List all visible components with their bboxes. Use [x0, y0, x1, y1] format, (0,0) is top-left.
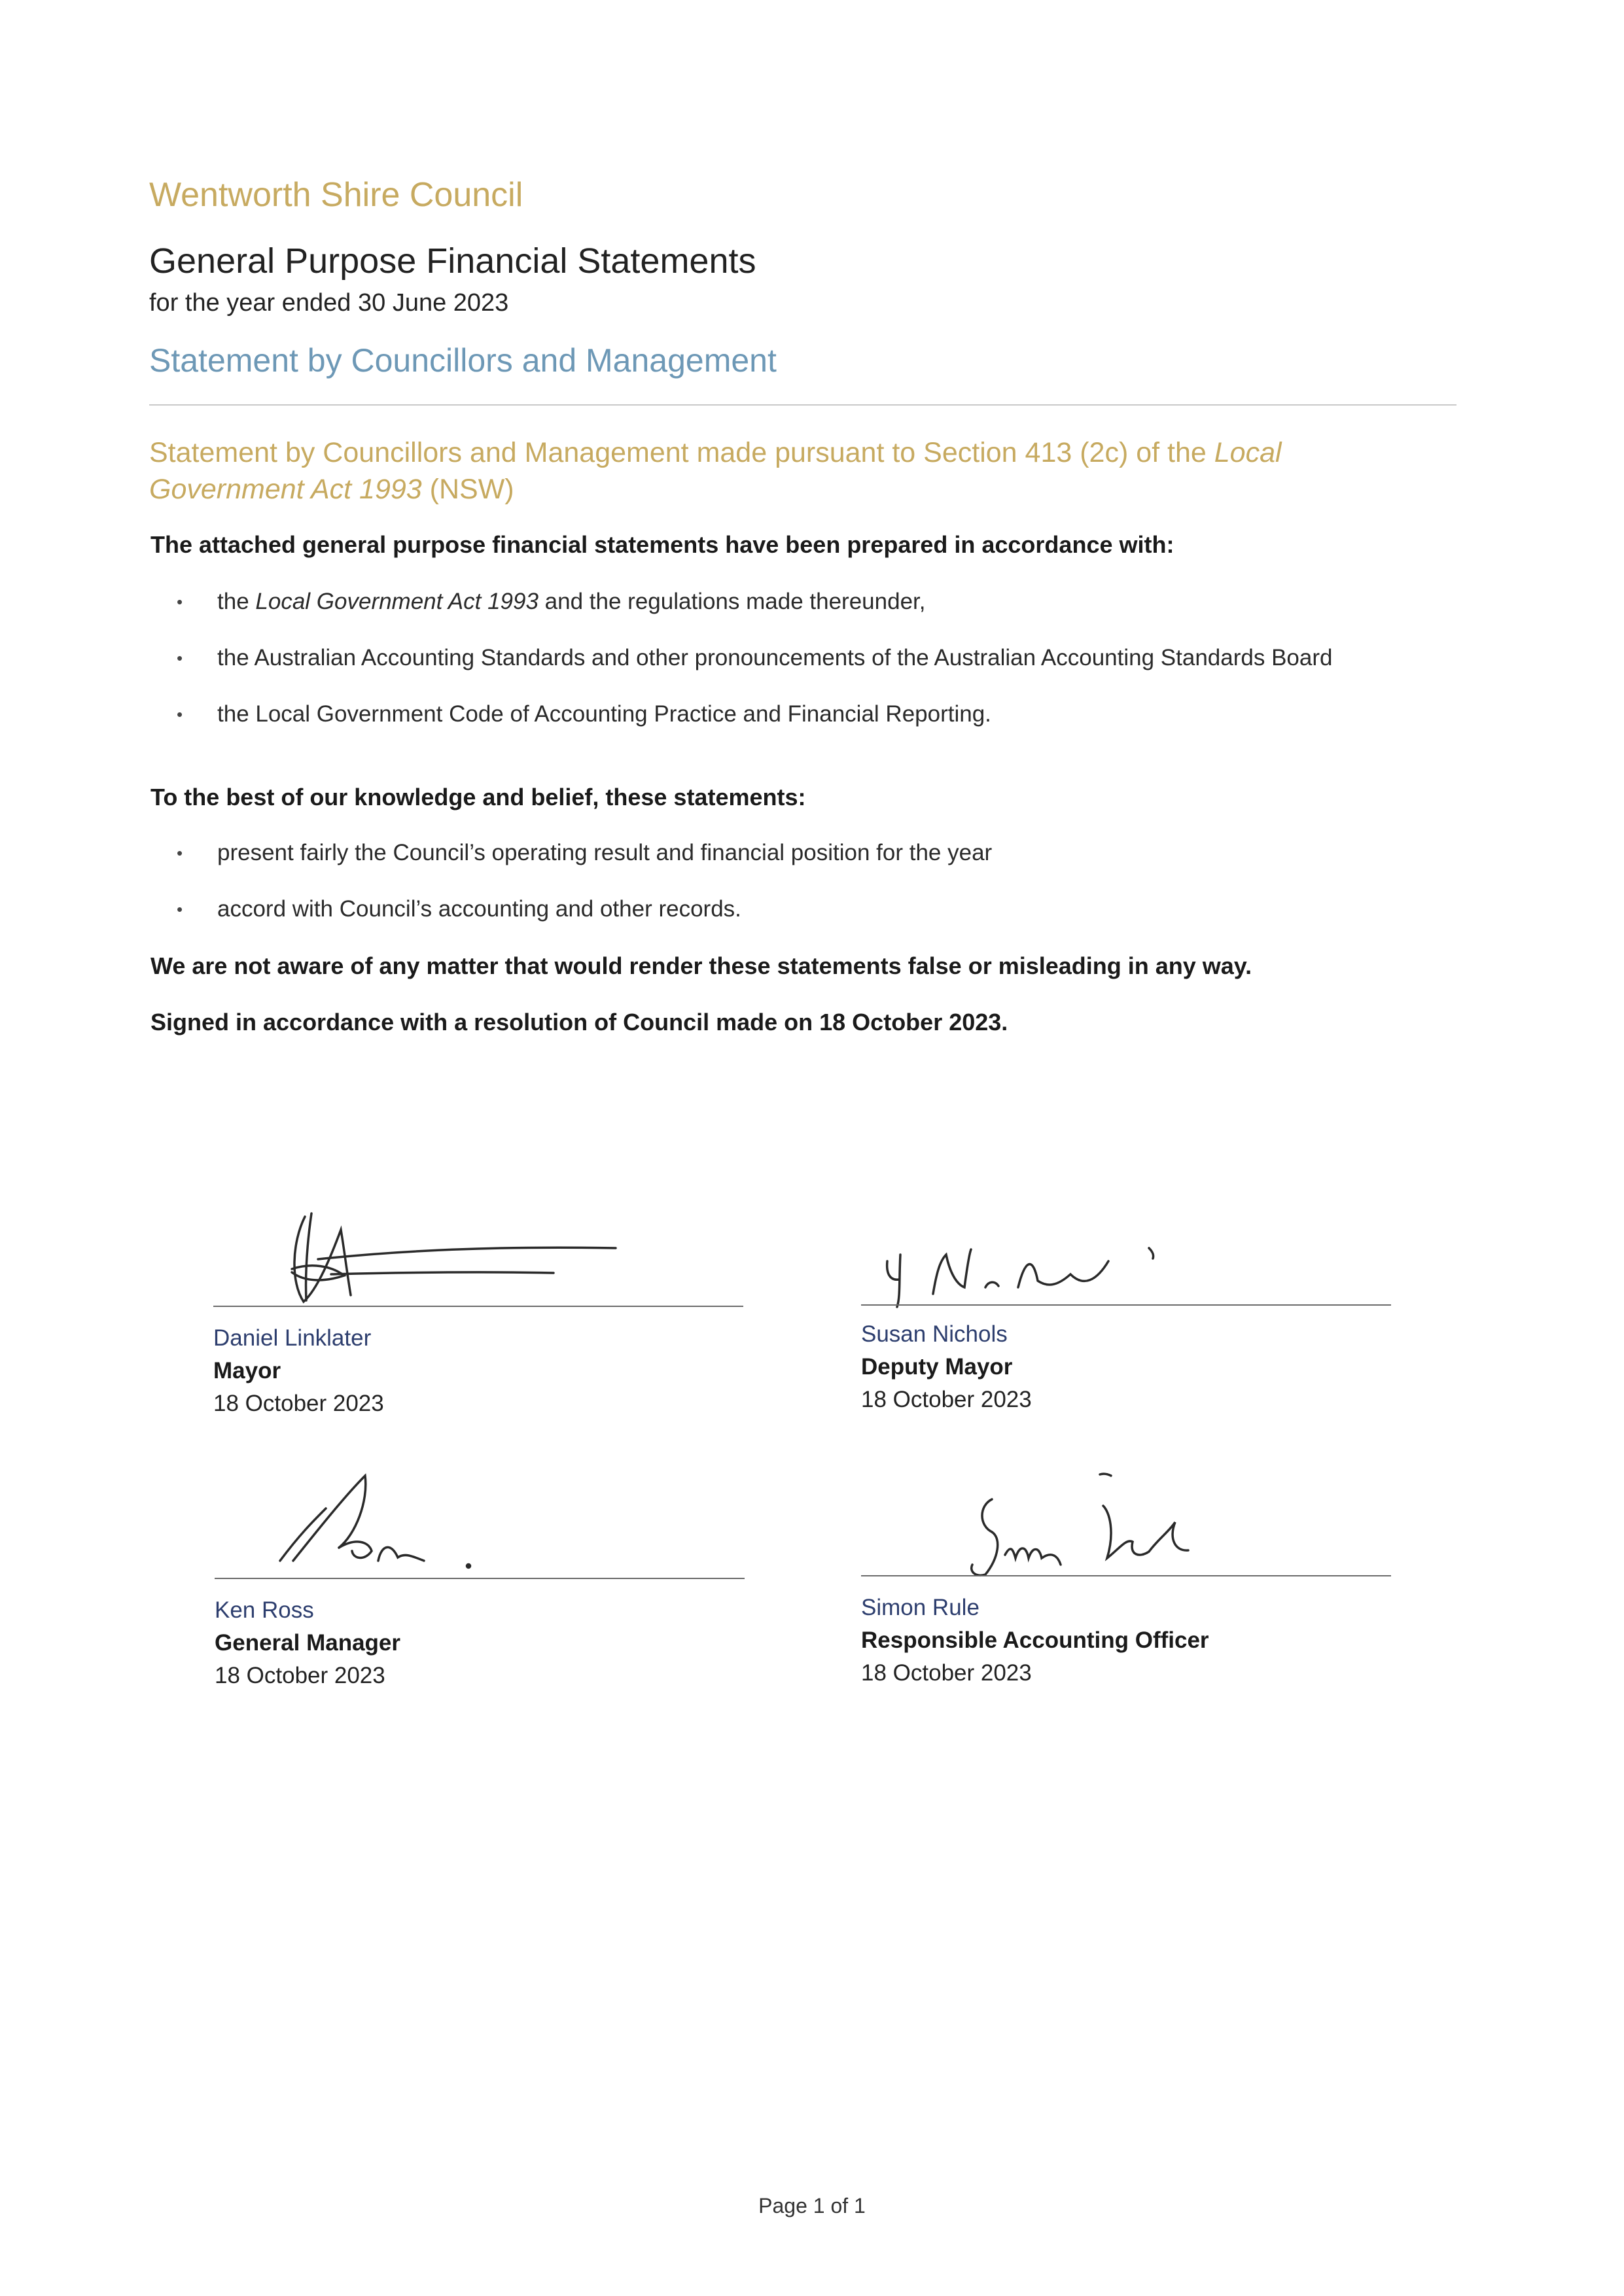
signature-line: [215, 1578, 745, 1579]
document-title: General Purpose Financial Statements: [149, 241, 756, 281]
signature-image: [213, 1191, 743, 1315]
signature-image: [861, 1460, 1391, 1584]
prepared-list: [177, 587, 1332, 756]
signatory-date: 18 October 2023: [861, 1387, 1032, 1412]
not-aware-statement: We are not aware of any matter that would render these statements false or misleading in any way.: [150, 952, 1252, 979]
item-act: Local Government Act 1993: [255, 589, 538, 614]
list-item: • the Local Government Code of Accounting Practice and Financial Reporting.: [177, 700, 1332, 756]
section-divider: [149, 404, 1456, 406]
pursuant-suffix: (NSW): [421, 474, 514, 505]
section-title: Statement by Councillors and Management: [149, 342, 777, 379]
signature-image: [861, 1189, 1391, 1313]
belief-lead: To the best of our knowledge and belief, these statements:: [150, 784, 806, 810]
signed-statement: Signed in accordance with a resolution of Council made on 18 October 2023.: [150, 1009, 1008, 1035]
signatory-role: Responsible Accounting Officer: [861, 1627, 1209, 1653]
list-item: • the Australian Accounting Standards and other pronouncements of the Australian Accounting Standards Board: [177, 644, 1332, 700]
signatory-role: Deputy Mayor: [861, 1354, 1013, 1380]
document-subtitle: for the year ended 30 June 2023: [149, 289, 509, 317]
list-item: [177, 587, 1332, 644]
signatory-date: 18 October 2023: [213, 1391, 384, 1416]
signatory-name: Ken Ross: [215, 1597, 314, 1623]
signature-line: [861, 1304, 1391, 1306]
item-prefix: the: [217, 589, 256, 614]
list-item: • present fairly the Council’s operating result and financial position for the year: [177, 839, 992, 895]
signatory-date: 18 October 2023: [215, 1663, 385, 1688]
prepared-lead: The attached general purpose financial statements have been prepared in accordance with:: [150, 531, 1174, 558]
signature-line: [861, 1575, 1391, 1576]
signatory-name: Susan Nichols: [861, 1321, 1008, 1347]
pursuant-heading: [149, 434, 1432, 508]
list-item: • accord with Council’s accounting and other records.: [177, 895, 992, 951]
pursuant-text: Statement by Councillors and Management made pursuant to Section 413 (2c) of the: [149, 437, 1214, 468]
belief-list: [177, 839, 992, 951]
signatory-role: Mayor: [213, 1358, 281, 1383]
signature-image: [215, 1463, 745, 1587]
organisation-name: Wentworth Shire Council: [149, 176, 523, 214]
signatory-name: Daniel Linklater: [213, 1325, 372, 1351]
signature-line: [213, 1306, 743, 1307]
signatory-name: Simon Rule: [861, 1595, 980, 1620]
signatory-date: 18 October 2023: [861, 1660, 1032, 1686]
item-suffix: and the regulations made thereunder,: [538, 589, 926, 614]
signatory-role: General Manager: [215, 1630, 400, 1656]
pursuant-act: Local Government Act 1993: [149, 437, 1282, 505]
page-number: Page 1 of 1: [758, 2194, 866, 2218]
